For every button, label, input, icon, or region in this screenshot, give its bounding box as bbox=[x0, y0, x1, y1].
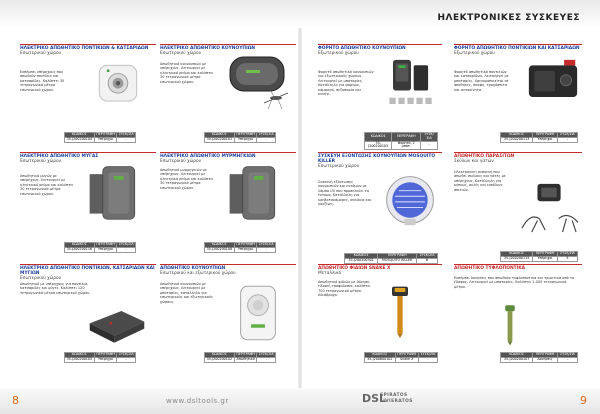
mole-repeller-image bbox=[498, 294, 522, 356]
spec-table: ΚΩΔΙΚΟΣ ΠΕΡΙΓΡΑΦΗ ΣΥΣΚ/ΣΙΑ 35-J200200102 Απωθητικό - bbox=[204, 352, 276, 363]
product-name: ΑΠΩΘΗΤΙΚΟ ΠΑΡΑΣΙΤΩΝ bbox=[454, 152, 582, 159]
product-name: ΗΛΕΚΤΡΙΚΟ ΑΠΩΘΗΤΙΚΟ ΜΥΓΑΣ bbox=[20, 152, 156, 159]
product-subtitle: Εσωτερικού χώρου bbox=[160, 51, 202, 57]
product-name: ΗΛΕΚΤΡΙΚΟ ΑΠΩΘΗΤΙΚΟ ΠΟΝΤΙΚΙΩΝ, ΚΑΤΣΑΡΙΔΩΝ ΚΑΙ ΜΥΓΙΩΝ bbox=[20, 266, 155, 277]
product-description: Απωθητικό μυγών με υπέρηχους. Λειτουργεί με ηλεκτρικό ρεύμα και καλύπτει 30 τετραγωνικά μέτρα εσωτερικού χώρου. bbox=[20, 174, 74, 196]
spec-table: ΚΩΔΙΚΟΣ ΠΕΡΙΓΡΑΦΗ ΣΥΣΚ/ΣΙΑ 35-J200600102 Snake X - bbox=[364, 352, 438, 363]
product-description: Εκπέμπει υπέρηχους που απωθούν ποντίκια και κατσαρίδες. Καλύπτει 30 τετραγωνικά μέτρα εσωτερικού χώρου. bbox=[20, 70, 65, 92]
logo-mark: DSL bbox=[362, 392, 387, 405]
product-description: Φορητό απωθητικό ποντικιών και κατσαρίδων. Λειτουργεί με μπαταρίες. Χρησιμοποιείται σε αποθήκες, σκάφη, τροχόσπιτα και αυτοκίνητα. bbox=[454, 70, 509, 92]
page-title: ΗΛΕΚΤΡΟΝΙΚΕΣ ΣΥΣΚΕΥΕΣ bbox=[437, 13, 580, 23]
ant-repeller-image bbox=[224, 160, 286, 224]
product-subtitle: Εσωτερικού χώρου bbox=[318, 164, 360, 170]
snake-repeller-image bbox=[380, 276, 420, 348]
product-card bbox=[318, 152, 442, 260]
product-description: Εκπέμπει δονήσεις που απωθούν τυφλοπόντικα και τρωκτικά από το έδαφος. Λειτουργεί με μπαταρίες. Καλύπτει 1.000 τετραγωνικά μέτρα. bbox=[454, 276, 575, 289]
product-name: ΣΥΣΚΕΥΗ ΕΞΟΝΤΩΣΗΣ ΚΟΥΝΟΥΠΙΩΝ MOSQUITO KILLER bbox=[318, 152, 442, 164]
product-description: Ηλεκτρονική συσκευή που απωθεί σκύλους και γάτες με υπέρηχους. Κατάλληλη για κήπους, αυλές και εισόδους σπιτιών. bbox=[454, 170, 506, 192]
product-name: ΦΟΡΗΤΟ ΑΠΩΘΗΤΙΚΟ ΠΟΝΤΙΚΙΩΝ ΚΑΙ ΚΑΤΣΑΡΙΔΩΝ bbox=[454, 44, 582, 51]
page-number-left: 8 bbox=[12, 394, 19, 407]
portable-repeller-image bbox=[384, 56, 438, 116]
product-subtitle: Εσωτερικού χώρου bbox=[20, 276, 62, 282]
pest-repeller-image bbox=[518, 180, 582, 234]
product-name: ΑΠΩΘΗΤΙΚΟ ΦΙΔΙΩΝ SNAKE X bbox=[318, 264, 442, 271]
spec-table: ΚΩΔΙΚΟΣ ΠΕΡΙΓΡΑΦΗ ΣΥΣΚ/ΣΙΑ 35-J200200116 Υπέρηχοι - bbox=[64, 242, 136, 253]
product-name: ΗΛΕΚΤΡΙΚΟ ΑΠΩΘΗΤΙΚΟ ΜΥΡΜΗΓΚΙΩΝ bbox=[160, 152, 296, 159]
ultrasonic-repeller-image bbox=[88, 60, 148, 110]
product-name: ΦΟΡΗΤΟ ΑΠΩΘΗΤΙΚΟ ΚΟΥΝΟΥΠΙΩΝ bbox=[318, 44, 442, 51]
product-card bbox=[160, 44, 296, 144]
multi-pest-repeller-image bbox=[84, 304, 150, 348]
mosquito-repeller-white-image bbox=[232, 280, 284, 346]
product-card bbox=[20, 152, 156, 256]
product-subtitle: Εξωτερικού χώρου bbox=[318, 51, 359, 57]
spec-table: ΚΩΔΙΚΟΣ ΠΕΡΙΓΡΑΦΗ ΣΥΣΚ/ΣΙΑ 35-J200200101 Υπέρηχοι - bbox=[204, 132, 276, 143]
logo-line-2: LIVIERATOS bbox=[380, 399, 413, 404]
spec-table: ΚΩΔΙΚΟΣ ΠΕΡΙΓΡΑΦΗ ΣΥΣΚ/ΣΙΑ 35-J200200107 Δονήσεις - bbox=[500, 352, 578, 363]
product-subtitle: Εσωτερικού χώρου bbox=[20, 51, 62, 57]
page-footer bbox=[0, 388, 600, 414]
product-name: ΑΠΩΘΗΤΙΚΟ ΤΥΦΛΟΠΟΝΤΙΚΑ bbox=[454, 264, 582, 271]
spec-table: ΚΩΔΙΚΟΣ ΠΕΡΙΓΡΑΦΗ ΣΥΣΚ/ΣΙΑ 35-J200200104 Υπέρηχοι - bbox=[64, 132, 136, 143]
spec-table: ΚΩΔΙΚΟΣ ΠΕΡΙΓΡΑΦΗ ΣΥΣΚ/ΣΙΑ 35-J200200115 Υπέρηχοι 5 bbox=[500, 251, 578, 262]
product-subtitle: Σκύλων και γατών bbox=[454, 159, 494, 165]
product-description: Φορητό απωθητικό κουνουπιών για εξωτερικούς χώρους. Λειτουργεί με μπαταρίες. Κατάλληλο για ψάρεμα, κάμπινγκ, πεζοπορία και κυνήγι. bbox=[318, 70, 374, 97]
product-subtitle: Μεταλλικό bbox=[318, 271, 342, 277]
product-name: ΗΛΕΚΤΡΙΚΟ ΑΠΩΘΗΤΙΚΟ ΚΟΥΝΟΥΠΙΩΝ bbox=[160, 44, 296, 51]
product-name: ΑΠΩΘΗΤΙΚΟ ΚΟΥΝΟΥΠΙΩΝ bbox=[160, 264, 296, 271]
product-card bbox=[318, 44, 442, 144]
spec-table: ΚΩΔΙΚΟΣ ΠΕΡΙΓΡΑΦΗ ΣΥΣΚ/ΣΙΑ 35-J200200108 Υπέρηχοι - bbox=[204, 242, 276, 253]
product-subtitle: Εσωτερικού χώρου bbox=[160, 159, 202, 165]
product-description: Συσκευή εξόντωσης κουνουπιών και εντόμων με λάμπα UV που προσελκύει τα έντομα. Κατάλληλη για κρεβατοκάμαρες, σαλόνια και κουζίνες. bbox=[318, 180, 372, 207]
product-card bbox=[160, 152, 296, 256]
product-subtitle: Εσωτερικού και εξωτερικού χώρου bbox=[160, 271, 236, 277]
product-description: Απωθητικό φιδιών με δόνηση. Ηλιακή τροφοδοσία, καλύπτει 700 τετραγωνικά μέτρα. Αδιάβροχο. bbox=[318, 280, 371, 298]
product-subtitle: Εσωτερικού χώρου bbox=[20, 159, 62, 165]
logo-line-1: SPIRATOS bbox=[380, 393, 408, 398]
product-card bbox=[454, 44, 582, 144]
product-description: Απωθητικό με υπέρηχους για ποντίκια, κατσαρίδες και μύγες. Καλύπτει 120 τετραγωνικά μέτρα εσωτερικού χώρου. bbox=[20, 282, 91, 295]
website-url[interactable]: www.dsltools.gr bbox=[166, 397, 229, 405]
spec-table: ΚΩΔΙΚΟΣ ΠΕΡΙΓΡΑΦΗ ΣΥΣΚ/ΣΙΑ 35-J200200113 Υπέρηχοι - bbox=[500, 132, 578, 143]
product-name: ΗΛΕΚΤΡΙΚΟ ΑΠΩΘΗΤΙΚΟ ΠΟΝΤΙΚΙΩΝ & ΚΑΤΣΑΡΙΔΩΝ bbox=[20, 44, 156, 51]
company-logo bbox=[362, 392, 432, 406]
product-card bbox=[454, 152, 582, 260]
spec-table: ΚΩΔΙΚΟΣ ΠΕΡΙΓΡΑΦΗ ΣΥΣΚ/ΣΙΑ 35-J200200105 Υπέρηχοι - bbox=[64, 352, 136, 363]
spec-table: ΚΩΔΙΚΟΣ ΠΕΡΙΓΡΑΦΗ ΣΥΣΚ/ΣΙΑ 35-J200200301 MOSQUITO KILLER 6 bbox=[344, 253, 438, 264]
product-description: Απωθητικό κουνουπιών με υπέρηχους. Λειτουργεί με ηλεκτρικό ρεύμα και καλύπτει 30 τετραγωνικά μέτρα εσωτερικού χώρου. bbox=[160, 62, 214, 84]
fly-repeller-image bbox=[84, 160, 146, 224]
product-description: Απωθητικό μυρμηγκιών με υπέρηχους. Λειτουργεί με ηλεκτρικό ρεύμα και καλύπτει 30 τετραγωνικά μέτρα εσωτερικού χώρου. bbox=[160, 168, 214, 190]
page-number-right: 9 bbox=[580, 394, 587, 407]
spec-table: ΚΩΔΙΚΟΣ ΠΕΡΙΓΡΑΦΗ ΣΥΣΚ/ΣΙΑ 35-J200200103 Φορητό, 2 μπατ. - bbox=[364, 132, 438, 150]
mosquito-killer-image bbox=[382, 172, 438, 228]
product-card bbox=[20, 44, 156, 144]
product-subtitle: Εξωτερικού χώρου bbox=[454, 51, 495, 57]
product-description: Απωθητικό κουνουπιών με υπέρηχους. Λειτουργεί με μπαταρίες, κατάλληλο για εσωτερικούς και εξωτερικούς χώρους. bbox=[160, 282, 213, 304]
mosquito-repeller-image bbox=[224, 52, 300, 114]
portable-rodent-repeller-image bbox=[524, 58, 582, 110]
